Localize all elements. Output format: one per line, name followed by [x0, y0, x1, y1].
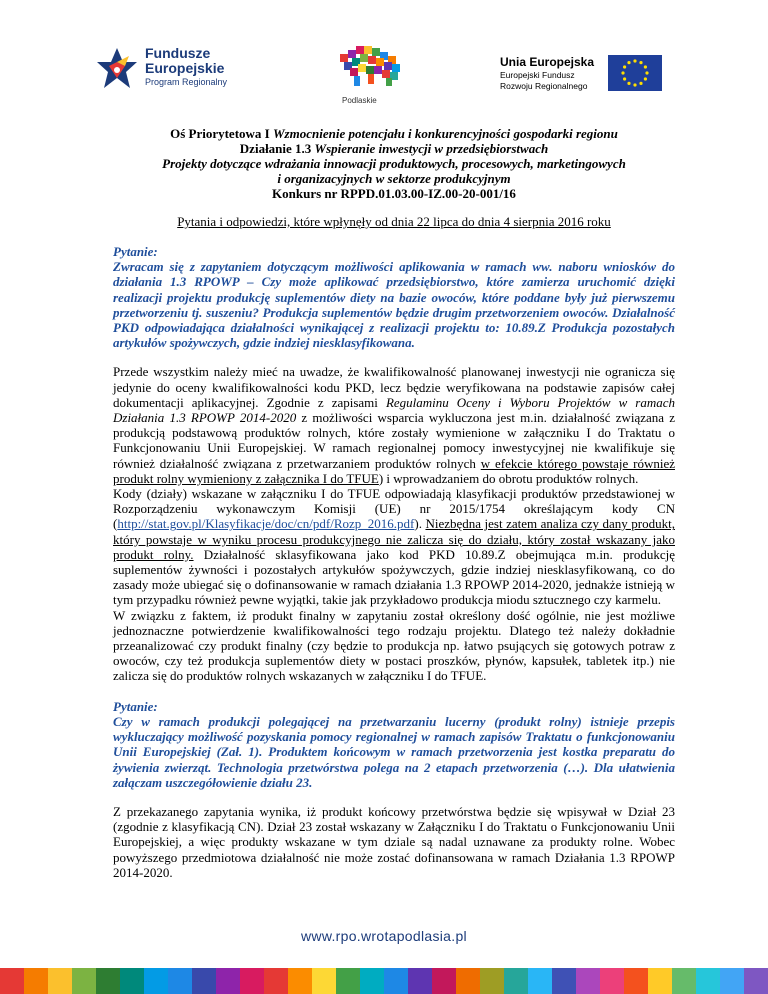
fe-line2: Europejskie — [145, 60, 225, 76]
footer-color-segment — [552, 968, 576, 994]
document-body — [113, 126, 675, 880]
answer-1 — [113, 364, 675, 683]
question-label: Pytanie: — [113, 244, 158, 259]
cn-classification-link[interactable]: http://stat.gov.pl/Klasyfikacje/doc/cn/pdf/Rozp_2016.pdf — [117, 516, 415, 532]
footer-color-segment — [336, 968, 360, 994]
footer-color-segment — [360, 968, 384, 994]
footer-color-segment — [144, 968, 168, 994]
footer-color-segment — [624, 968, 648, 994]
footer-color-segment — [288, 968, 312, 994]
header-line4: i organizacyjnych w sektorze produkcyjnym — [277, 171, 511, 186]
question-2 — [113, 699, 675, 790]
footer-color-segment — [120, 968, 144, 994]
subtitle: Pytania i odpowiedzi, które wpłynęły od dnia 22 lipca do dnia 4 sierpnia 2016 roku — [177, 214, 611, 229]
answer-paragraph: Kody (działy) wskazane w załączniku I do TFUE odpowiadają klasyfikacji produktów przedstawionej w Rozporządzeniu wykonawczym Komisji (UE) nr 2015/1754 określającym kody CN (http://stat.gov.pl/Klasyfikacje/doc/cn/pdf/Rozp_2016.pdf). Niezbędna jest zatem analiza czy dany produkt, który powstaje w wyniku procesu produkcyjnego nie zalicza się do działu, który został wskazany jako produkt rolny. Działalność sklasyfikowana jako kod PKD 10.89.Z obejmująca m.in. produkcję suplementów żywności i pozostałych artykułów spożywczych, gdzie indziej niesklasyfikowaną, co do zasady może ubiegać się o dofinansowanie w ramach działania 1.3 RPOWP 2014-2020, jednakże istnieją w tym przypadku również pewne wyjątki, takie jak przykładowo produkcja miodu sztucznego czy karmelu. — [113, 486, 675, 608]
footer-color-segment — [384, 968, 408, 994]
footer-color-segment — [720, 968, 744, 994]
question-text: Czy w ramach produkcji polegającej na przetwarzaniu lucerny (produkt rolny) istnieje przepis wykluczający możliwość pozyskania pomocy regionalnej w ramach zapisów Traktatu o funkcjonowaniu Unii Europejskiej (Zał. 1). Produktem końcowym w ramach przetworzenia jest kostka preparatu do żywienia zwierząt. Technologia przetwórstwa polega na 2 etapach przetworzenia (…). Dla ułatwienia załączam uszczegółowienie działu 23. — [113, 713, 675, 790]
footer-color-segment — [216, 968, 240, 994]
footer-color-segment — [744, 968, 768, 994]
fe-line3: Program Regionalny — [145, 77, 228, 87]
footer-color-segment — [192, 968, 216, 994]
footer-color-segment — [72, 968, 96, 994]
question-1 — [113, 244, 675, 350]
footer-color-segment — [672, 968, 696, 994]
footer-color-segment — [648, 968, 672, 994]
logo-header — [0, 0, 768, 120]
answer-paragraph: W związku z faktem, iż produkt finalny w zapytaniu został określony dość ogólnie, nie jest możliwe jednoznaczne potwierdzenie kwalifikowalności tego rodzaju projektu. Dlatego też należy dokładnie przeanalizować czy produkt finalny (czy będzie to produkcja np. łatwo psujących się gotowych potraw z owoców, czy też produkcja suplementów diety w postaci proszków, płynów, kapsułek, tabletek itp.) nie zalicza się do produktów rolnych wskazanych w załączniku I do TFUE. — [113, 607, 675, 684]
footer-color-segment — [504, 968, 528, 994]
footer-color-segment — [528, 968, 552, 994]
footer-color-segment — [0, 968, 24, 994]
footer-color-bar — [0, 968, 768, 994]
footer-color-segment — [408, 968, 432, 994]
answer-paragraph: Przede wszystkim należy mieć na uwadze, że kwalifikowalność planowanej inwestycji nie ogranicza się jedynie do oceny kwalifikowalności kodu PKD, lecz będzie weryfikowana na podstawie zapisów całej dokumentacji aplikacyjnej. Zgodnie z zapisami Regulaminu Oceny i Wyboru Projektów w ramach Działania 1.3 RPOWP 2014-2020 z możliwości wsparcia wykluczona jest m.in. działalność związana z produkcją podstawową produktów rolnych, które zostały wymienione w załączniku I do Traktatu o Funkcjonowaniu Unii Europejskiej. W ramach regionalnej pomocy inwestycyjnej nie kwalifikuje się również działalność związana z przetwarzaniem produktów rolnych w efekcie którego powstaje również produkt rolny wymieniony z załącznika I do TFUE) i wprowadzaniem do obrotu produktów rolnych. — [113, 364, 675, 486]
footer-url[interactable]: www.rpo.wrotapodlasia.pl — [301, 928, 467, 944]
fundusze-europejskie-logo — [95, 40, 255, 100]
question-text: Zwracam się z zapytaniem dotyczącym możliwości aplikowania w ramach ww. naboru wniosków do działania 1.3 RPOWP – Czy może aplikować przedsiębiorstwo, które zamierza uruchomić dzięki realizacji projektu produkcję suplementów diety na bazie owoców, które poddane były już pierwszemu przetworzeniu tj. suszeniu? Produkcja suplementów będzie drugim przetworzeniem owoców. Działalność PKD odpowiadająca działalności wynikającej z realizacji projektu to: 10.89.Z Produkcja pozostałych artykułów spożywczych, gdzie indziej niesklasyfikowana. — [113, 259, 675, 351]
footer-color-segment — [480, 968, 504, 994]
eu-flag-icon — [608, 55, 662, 91]
footer-color-segment — [696, 968, 720, 994]
ue-line3: Rozwoju Regionalnego — [500, 81, 588, 91]
footer-color-segment — [264, 968, 288, 994]
unia-europejska-logo — [500, 55, 680, 105]
podlaskie-label: Podlaskie — [342, 96, 377, 105]
footer-color-segment — [312, 968, 336, 994]
footer-color-segment — [576, 968, 600, 994]
footer-color-segment — [24, 968, 48, 994]
ue-line1: Unia Europejska — [500, 55, 595, 69]
header-line5: Konkurs nr RPPD.01.03.00-IZ.00-20-001/16 — [272, 186, 516, 201]
document-header — [113, 126, 675, 201]
fe-line1: Fundusze — [145, 45, 211, 61]
header-line3: Projekty dotyczące wdrażania innowacji produktowych, procesowych, marketingowych — [162, 156, 626, 171]
bison-icon — [326, 38, 416, 94]
answer-2 — [113, 804, 675, 880]
fe-star-icon — [95, 46, 139, 90]
footer-color-segment — [96, 968, 120, 994]
footer-color-segment — [168, 968, 192, 994]
header-line1: Oś Priorytetowa I Wzmocnienie potencjału i konkurencyjności gospodarki regionu — [170, 126, 618, 141]
footer-color-segment — [240, 968, 264, 994]
footer-color-segment — [432, 968, 456, 994]
ue-line2: Europejski Fundusz — [500, 70, 575, 80]
footer-color-segment — [48, 968, 72, 994]
podlaskie-logo — [326, 38, 416, 108]
header-line2: Działanie 1.3 Wspieranie inwestycji w przedsiębiorstwach — [239, 141, 549, 156]
footer-color-segment — [600, 968, 624, 994]
answer-paragraph: Z przekazanego zapytania wynika, iż produkt końcowy przetwórstwa będzie się wpisywał w Dział 23 (zgodnie z klasyfikacją CN). Dział 23 został wskazany w Załączniku I do Traktatu o Funkcjonowaniu Unii Europejskiej, a więc produkty wskazane w tym dziale są nadal uznawane za produkty rolne. Wobec powyższego przedmiotowa działalność nie może zostać dofinansowana w ramach Działania 1.3 RPOWP 2014-2020. — [113, 803, 675, 880]
question-label: Pytanie: — [113, 698, 158, 714]
footer-color-segment — [456, 968, 480, 994]
